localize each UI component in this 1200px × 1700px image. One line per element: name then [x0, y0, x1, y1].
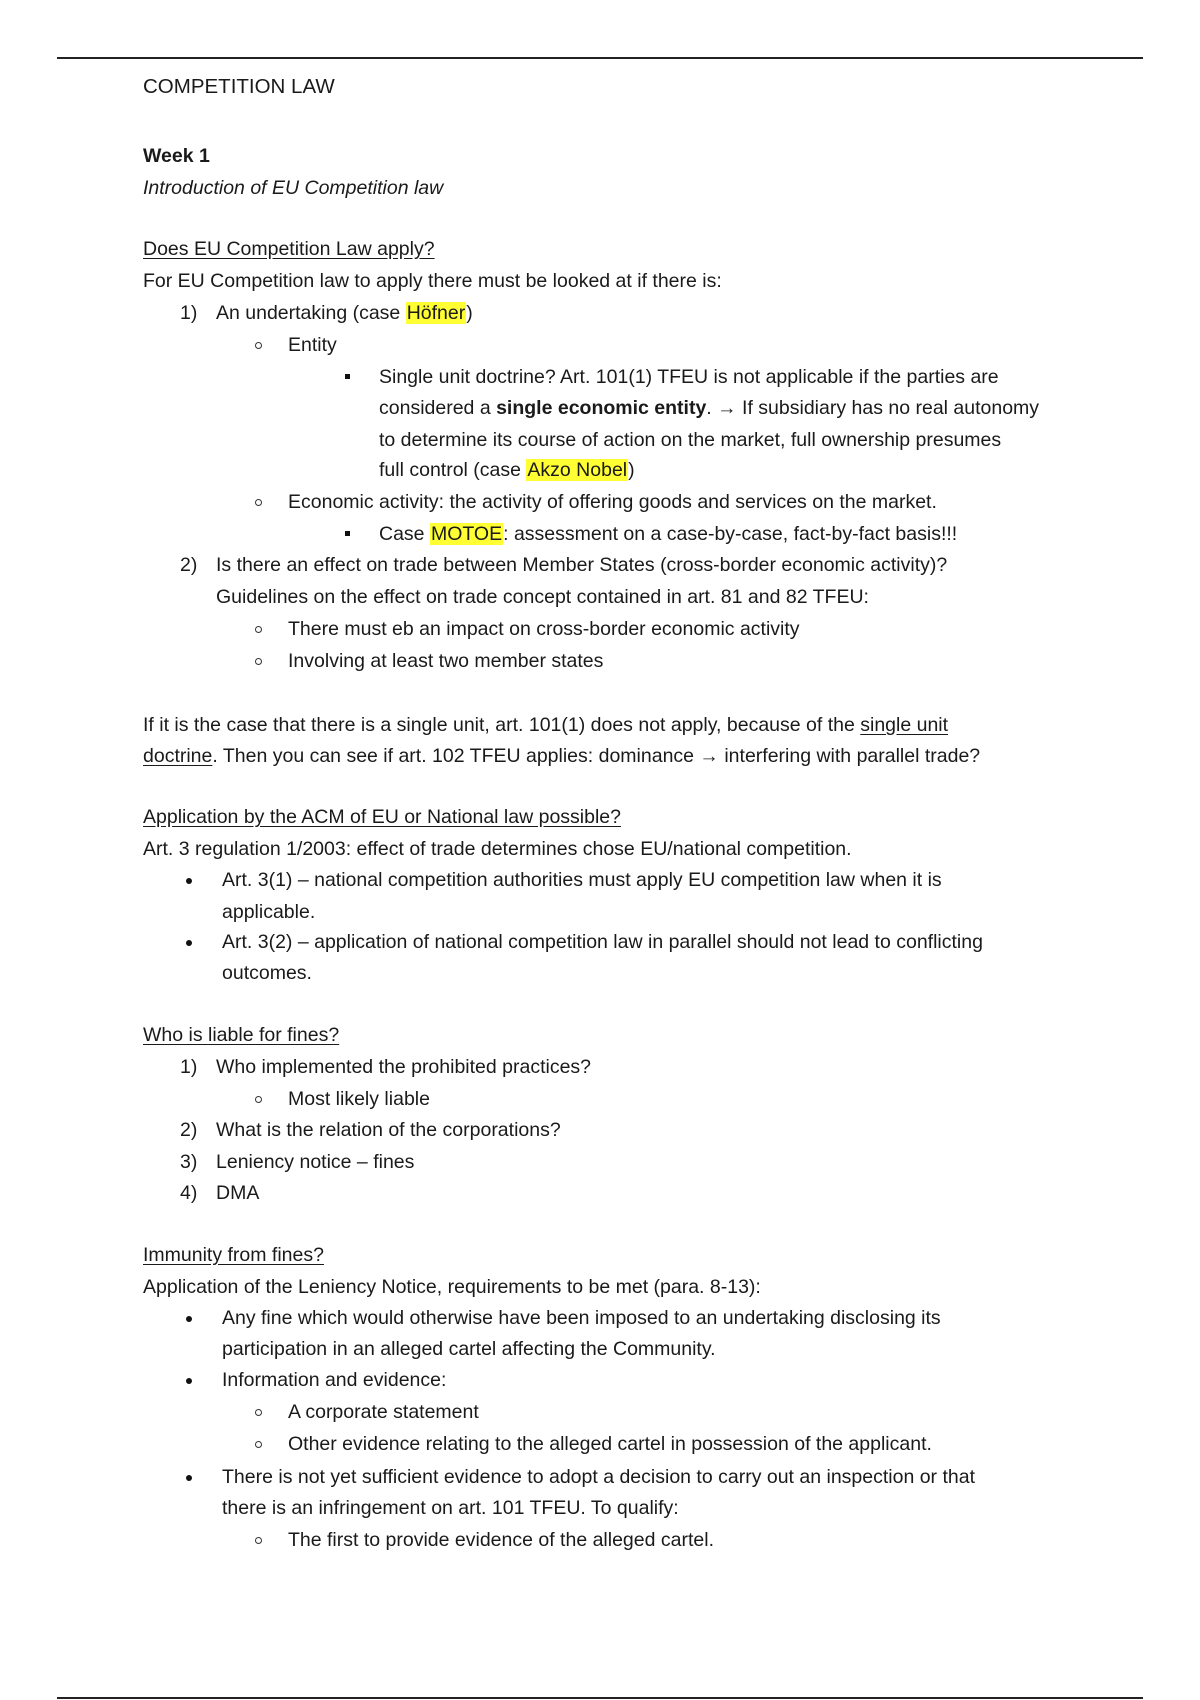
list-item-information: Information and evidence:: [222, 1369, 447, 1391]
bullet-dot: [186, 1378, 192, 1384]
week-heading: Week 1: [143, 145, 210, 167]
circle-bullet: [255, 658, 262, 665]
circle-bullet: [255, 1409, 262, 1416]
list-item-art3-1-line-1: Art. 3(1) – national competition authorities must apply EU competition law when it is: [222, 869, 942, 891]
list-item-art3-2-line-1: Art. 3(2) – application of national competition law in parallel should not lead to conflicting: [222, 931, 983, 953]
circle-bullet: [255, 1096, 262, 1103]
highlight-motoe: MOTOE: [430, 523, 503, 545]
list-number: 2): [180, 1119, 198, 1141]
list-number: 4): [180, 1182, 198, 1204]
paragraph-single-unit-line-2: doctrine. Then you can see if art. 102 TFEU applies: dominance → interfering with parallel trade?: [143, 745, 981, 767]
single-unit-line-3: to determine its course of action on the market, full ownership presumes: [379, 429, 1002, 451]
list-item-not-sufficient-line-1: There is not yet sufficient evidence to adopt a decision to carry out an inspection or that: [222, 1466, 975, 1488]
list-item-first-to-provide: The first to provide evidence of the alleged cartel.: [288, 1529, 714, 1551]
document-title: COMPETITION LAW: [143, 75, 335, 98]
list-number: 1): [180, 1056, 198, 1078]
list-item-not-sufficient-line-2: there is an infringement on art. 101 TFEU. To qualify:: [222, 1497, 679, 1519]
list-item-corporate-statement: A corporate statement: [288, 1401, 479, 1423]
list-item-motoe: Case MOTOE: assessment on a case-by-case, fact-by-fact basis!!!: [379, 523, 958, 545]
list-item-leniency: Leniency notice – fines: [216, 1151, 415, 1173]
section-heading-immunity: Immunity from fines?: [143, 1244, 324, 1266]
list-item-any-fine-line-2: participation in an alleged cartel affecting the Community.: [222, 1338, 716, 1360]
highlight-akzo-nobel: Akzo Nobel: [527, 459, 628, 481]
list-item-art3-1-line-2: applicable.: [222, 901, 316, 923]
list-item-entity: Entity: [288, 334, 337, 356]
section-intro: Art. 3 regulation 1/2003: effect of trade determines chose EU/national competition.: [143, 838, 852, 860]
single-unit-line-1: Single unit doctrine? Art. 101(1) TFEU is not applicable if the parties are: [379, 366, 999, 388]
section-heading-apply: Does EU Competition Law apply?: [143, 238, 435, 260]
circle-bullet: [255, 626, 262, 633]
bold-single-economic-entity: single economic entity: [496, 397, 707, 419]
paragraph-single-unit-line-1: If it is the case that there is a single unit, art. 101(1) does not apply, because of the single unit: [143, 714, 949, 736]
list-item-art3-2-line-2: outcomes.: [222, 962, 312, 984]
list-item-who-implemented: Who implemented the prohibited practices?: [216, 1056, 592, 1078]
week-subtitle: Introduction of EU Competition law: [143, 177, 444, 199]
list-item-most-likely: Most likely liable: [288, 1088, 430, 1110]
single-unit-line-4: full control (case Akzo Nobel): [379, 459, 635, 481]
highlight-hofner: Höfner: [406, 302, 466, 324]
top-rule: [57, 57, 1143, 59]
list-item-two-states: Involving at least two member states: [288, 650, 604, 672]
list-item-other-evidence: Other evidence relating to the alleged cartel in possession of the applicant.: [288, 1433, 932, 1455]
list-item-impact: There must eb an impact on cross-border economic activity: [288, 618, 800, 640]
list-item-relation: What is the relation of the corporations?: [216, 1119, 561, 1141]
list-item-any-fine-line-1: Any fine which would otherwise have been imposed to an undertaking disclosing its: [222, 1307, 941, 1329]
section-intro: Application of the Leniency Notice, requirements to be met (para. 8-13):: [143, 1276, 761, 1298]
list-number: 3): [180, 1151, 198, 1173]
circle-bullet: [255, 499, 262, 506]
square-bullet: [345, 531, 350, 536]
circle-bullet: [255, 1537, 262, 1544]
bottom-rule: [57, 1697, 1143, 1699]
section-heading-liable: Who is liable for fines?: [143, 1024, 340, 1046]
circle-bullet: [255, 1441, 262, 1448]
list-item-economic-activity: Economic activity: the activity of offering goods and services on the market.: [288, 491, 937, 513]
bullet-dot: [186, 940, 192, 946]
list-number: 1): [180, 302, 198, 324]
bullet-dot: [186, 1316, 192, 1322]
bullet-dot: [186, 878, 192, 884]
list-item-guidelines: Guidelines on the effect on trade concept contained in art. 81 and 82 TFEU:: [216, 586, 869, 608]
square-bullet: [345, 374, 350, 379]
section-heading-acm: Application by the ACM of EU or National law possible?: [143, 806, 621, 828]
list-number: 2): [180, 554, 198, 576]
single-unit-line-2: considered a single economic entity. → If subsidiary has no real autonomy: [379, 397, 1040, 419]
circle-bullet: [255, 342, 262, 349]
list-item-dma: DMA: [216, 1182, 260, 1204]
section-intro: For EU Competition law to apply there must be looked at if there is:: [143, 270, 722, 292]
list-item-undertaking: An undertaking (case Höfner): [216, 302, 473, 324]
list-item-effect-on-trade: Is there an effect on trade between Member States (cross-border economic activity)?: [216, 554, 948, 576]
bullet-dot: [186, 1475, 192, 1481]
